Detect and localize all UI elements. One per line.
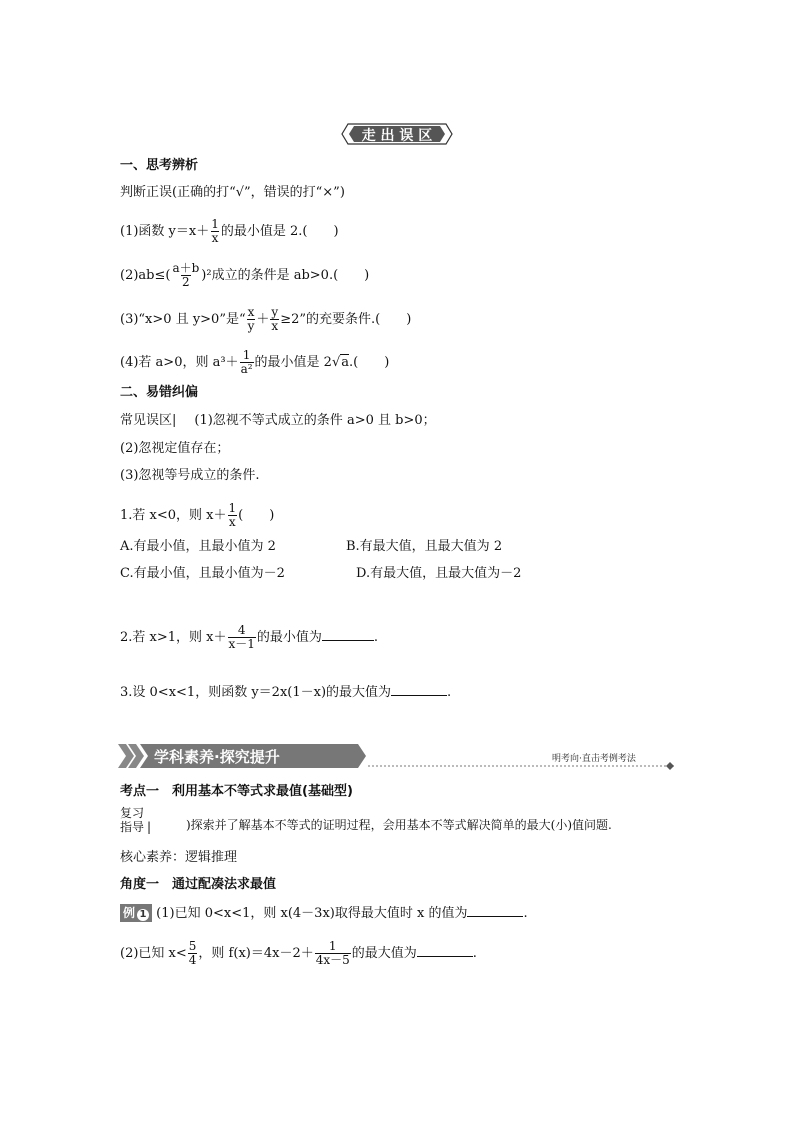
question-1: (1)函数 y＝x＋ $\frac{1}{x}$ 的最小值是 2.( ) (120, 217, 339, 245)
kaodian-heading: 考点一 利用基本不等式求最值(基础型) (120, 784, 353, 799)
question-3: (3)“x>0 且 y>0”是“ $\frac{x}{y}$ ＋ $\frac{y}{x}$ ≥2”的充要条件.( ) (120, 305, 412, 333)
banner2-subtitle: 明考向·直击考例考法 (552, 754, 636, 764)
example-1-part-1: 例 1 (1)已知 0<x<1，则 x(4－3x)取得最大值时 x 的值为 . (120, 904, 528, 923)
section-banner-xueke (118, 742, 680, 770)
fuxi-label: 复习 指导 | (120, 806, 152, 834)
misconception-1: 常见误区| (1)忽视不等式成立的条件 a>0 且 b>0； (120, 413, 436, 428)
heading-sikao: 一、思考辨析 (120, 158, 199, 173)
misconception-3: (3)忽视等号成立的条件. (120, 468, 260, 483)
fuxi-text: )探索并了解基本不等式的证明过程，会用基本不等式解决简单的最大(小)值问题. (186, 818, 612, 832)
heading-yicuo: 二、易错纠偏 (120, 385, 199, 400)
instruction: 判断正误(正确的打“√”，错误的打“×”) (120, 185, 345, 200)
option-d: D.有最大值，且最大值为－2 (356, 566, 522, 581)
jiaodu-heading: 角度一 通过配凑法求最值 (120, 877, 277, 892)
example-1-part-2: (2)已知 x< $\frac{5}{4}$ ，则 f(x)＝4x－2＋ $\frac{1}{4x-5}$ 的最大值为 . (120, 939, 477, 967)
banner2-title: 学科素养·探究提升 (154, 748, 280, 766)
question-2: (2)ab≤( $\frac{a+b}{2}$ )²成立的条件是 ab>0.( ) (120, 261, 370, 289)
sqrt-icon: √ (331, 355, 341, 370)
question-4: (4)若 a>0，则 a³＋ $\frac{1}{\text{a²}}$ 的最小值是 2√a.( ) (120, 348, 390, 376)
misconception-2: (2)忽视定值存在； (120, 441, 230, 456)
problem-3: 3.设 0<x<1，则函数 y＝2x(1－x)的最大值为 . (120, 685, 452, 700)
hexin-suyang: 核心素养：逻辑推理 (120, 850, 238, 865)
problem-2: 2.若 x>1，则 x＋ $\frac{4}{x-1}$ 的最小值为 . (120, 623, 379, 651)
example-badge: 例 1 (120, 904, 152, 922)
option-b: B.有最大值，且最大值为 2 (346, 539, 503, 554)
section-banner-zouchu (340, 122, 454, 146)
option-c: C.有最小值，且最小值为－2 (120, 566, 285, 581)
option-a: A.有最小值，且最小值为 2 (120, 539, 276, 554)
banner-title: 走 出 误 区 (361, 128, 433, 144)
problem-1: 1.若 x<0，则 x＋ $\frac{1}{x}$ ( ) (120, 501, 275, 529)
